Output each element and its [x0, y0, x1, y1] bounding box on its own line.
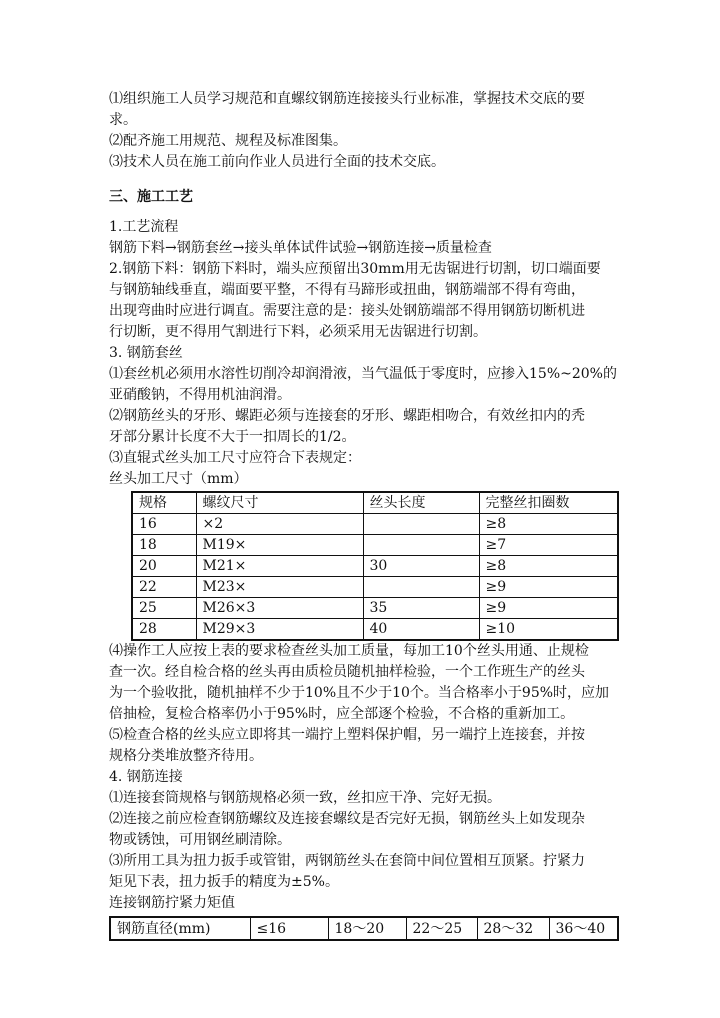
- table-cell: M23×: [196, 577, 363, 598]
- table-cell: M26×3: [196, 598, 363, 619]
- step3-items: [109, 364, 621, 469]
- paragraph-line: 与钢筋轴线垂直，端面要平整，不得有马蹄形或扭曲，钢筋端部不得有弯曲，: [109, 282, 585, 298]
- table-cell: 30: [363, 556, 479, 577]
- table-cell: [363, 514, 479, 535]
- table-cell: ≥7: [479, 535, 618, 556]
- step3-title: 3. 钢筋套丝: [109, 345, 183, 361]
- list-item-line: ⑵钢筋丝头的牙形、螺距必须与连接套的牙形、螺距相吻合，有效丝扣内的秃: [109, 408, 585, 424]
- list-item-line: ⑷操作工人应按上表的要求检查丝头加工质量，每加工10个丝头用通、止规检: [109, 643, 589, 659]
- document-page: [109, 89, 621, 941]
- thread-table-caption: 丝头加工尺寸（mm）: [109, 471, 248, 487]
- process-flow: 钢筋下料→钢筋套丝→接头单体试件试验→钢筋连接→质量检查: [109, 240, 492, 256]
- list-item-line: ⑶技术人员在施工前向作业人员进行全面的技术交底。: [109, 154, 445, 170]
- paragraph-line: 行切断，更不得用气割进行下料，必须采用无齿锯进行切割。: [109, 324, 487, 340]
- table-cell: M21×: [196, 556, 363, 577]
- table-cell: ×2: [196, 514, 363, 535]
- table-row: [132, 598, 618, 619]
- table-cell: ≥9: [479, 598, 618, 619]
- table-cell: ≤16: [250, 917, 328, 940]
- torque-table-row: [110, 917, 618, 940]
- table-row: [132, 619, 618, 641]
- table-cell: 规格: [132, 492, 196, 514]
- table-cell: 完整丝扣圈数: [479, 492, 618, 514]
- thread-dimension-table: [131, 491, 619, 641]
- table-cell: 22: [132, 577, 196, 598]
- list-item-line: ⑸检查合格的丝头应立即将其一端拧上塑料保护帽，另一端拧上连接套，并按: [109, 727, 585, 743]
- table-cell: ≥8: [479, 514, 618, 535]
- list-item-line: 倍抽检，复检合格率仍小于95%时，应全部逐个检验，不合格的重新加工。: [109, 706, 575, 722]
- table-cell: 18: [132, 535, 196, 556]
- list-item-line: ⑵配齐施工用规范、规程及标准图集。: [109, 133, 347, 149]
- table-cell: M29×3: [196, 619, 363, 641]
- step1-title: 1.工艺流程: [109, 219, 179, 235]
- list-item-line: 为一个验收批，随机抽样不少于10%且不少于10个。当合格率小于95%时，应加: [109, 685, 610, 701]
- table-cell: 22～25: [406, 917, 477, 940]
- step2-paragraph: [109, 259, 621, 343]
- torque-table: [109, 916, 619, 941]
- list-item-line: 矩见下表，扭力扳手的精度为±5%。: [109, 874, 339, 890]
- table-cell: M19×: [196, 535, 363, 556]
- table-cell: [363, 535, 479, 556]
- list-item-line: 牙部分累计长度不大于一扣周长的1/2。: [109, 429, 356, 445]
- step3-after-items: [109, 641, 621, 767]
- list-item-line: ⑵连接之前应检查钢筋螺纹及连接套螺纹是否完好无损，钢筋丝头上如发现杂: [109, 811, 585, 827]
- list-item-line: ⑶所用工具为扭力扳手或管钳，两钢筋丝头在套筒中间位置相互顶紧。拧紧力: [109, 853, 585, 869]
- paragraph-line: 出现弯曲时应进行调直。需要注意的是：接头处钢筋端部不得用钢筋切断机进: [109, 303, 585, 319]
- table-cell: 16: [132, 514, 196, 535]
- paragraph-line: 2.钢筋下料：钢筋下料时，端头应预留出30mm用无齿锯进行切割，切口端面要: [109, 261, 601, 277]
- table-row: [132, 577, 618, 598]
- table-cell: 36～40: [549, 917, 618, 940]
- section-heading: 三、施工工艺: [109, 189, 193, 205]
- list-item-line: 求。: [109, 112, 137, 128]
- table-cell: 20: [132, 556, 196, 577]
- table-cell: 28: [132, 619, 196, 641]
- table-cell: 螺纹尺寸: [196, 492, 363, 514]
- table-cell: 28～32: [477, 917, 549, 940]
- table-cell: 25: [132, 598, 196, 619]
- table-cell: 丝头长度: [363, 492, 479, 514]
- list-item-line: 规格分类堆放整齐待用。: [109, 748, 263, 764]
- table-cell: ≥8: [479, 556, 618, 577]
- torque-table-caption: 连接钢筋拧紧力矩值: [109, 895, 235, 911]
- table-cell: 35: [363, 598, 479, 619]
- preparation-items: [109, 89, 621, 173]
- table-row: [132, 514, 618, 535]
- table-cell: ≥9: [479, 577, 618, 598]
- table-cell: 18～20: [328, 917, 406, 940]
- table-header-row: [132, 492, 618, 514]
- table-row: [132, 556, 618, 577]
- table-row: [132, 535, 618, 556]
- list-item-line: ⑶直辊式丝头加工尺寸应符合下表规定：: [109, 450, 361, 466]
- table-cell: 40: [363, 619, 479, 641]
- list-item-line: 查一次。经自检合格的丝头再由质检员随机抽样检验，一个工作班生产的丝头: [109, 664, 585, 680]
- list-item-line: 亚硝酸钠，不得用机油润滑。: [109, 387, 291, 403]
- table-cell: [363, 577, 479, 598]
- list-item-line: ⑴连接套筒规格与钢筋规格必须一致，丝扣应干净、完好无损。: [109, 790, 501, 806]
- step4-title: 4. 钢筋连接: [109, 769, 183, 785]
- list-item-line: 物或锈蚀，可用钢丝刷清除。: [109, 832, 291, 848]
- table-cell: 钢筋直径(mm): [110, 917, 250, 940]
- list-item-line: ⑴套丝机必须用水溶性切削冷却润滑液，当气温低于零度时，应掺入15%~20%的: [109, 366, 617, 382]
- table-cell: ≥10: [479, 619, 618, 641]
- list-item-line: ⑴组织施工人员学习规范和直螺纹钢筋连接接头行业标准，掌握技术交底的要: [109, 91, 585, 107]
- step4-items: [109, 788, 621, 893]
